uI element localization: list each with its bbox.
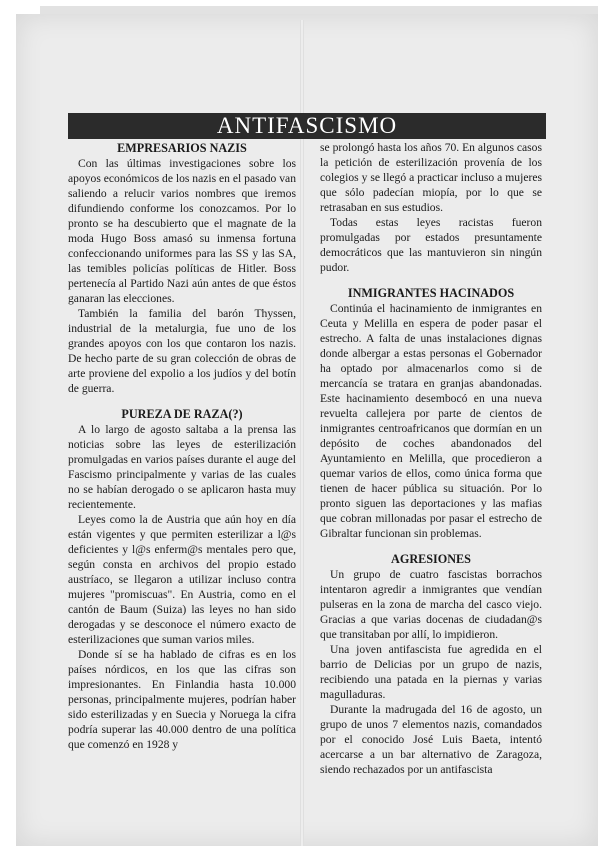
paragraph: También la familia del barón Thyssen, industrial de la metalurgia, fue uno de los grandes apoyos con los que contaron los nazis. De hecho parte de su gran colección de obras de arte proviene del expolio a los judíos y del botín de guerra. <box>68 307 296 395</box>
paragraph: Continúa el hacinamiento de inmigrantes en Ceuta y Melilla en espera de poder pasar el estrecho. A falta de unas instalaciones dignas donde albergar a estas personas el Gobernador ha optado por almacenarlos como si de mercancía se tratara en granjas abandonadas. Este hacinamiento desembocó en una nueva revuelta callejera por parte de cientos de inmigrantes centroafricanos que dormían en un depósito de coches abandonados del Ayuntamiento en Melilla, que procedieron a quemar varios de ellos, como única forma que tienen de hacer pública su situación. Por lo pronto siguen las deportaciones y las mafias que cobran millonadas por pasar el estrecho de Gibraltar funcionan sin problemas. <box>320 302 542 540</box>
section-heading-inmigrantes: INMIGRANTES HACINADOS <box>347 286 515 300</box>
section-heading-agresiones: AGRESIONES <box>391 552 471 566</box>
paragraph: Todas estas leyes racistas fueron promulgadas por estados presuntamente democráticos que las mantuvieron sin ningún pudor. <box>320 216 542 274</box>
left-column <box>68 140 296 752</box>
paragraph: A lo largo de agosto saltaba a la prensa las noticias sobre las leyes de esterilización promulgadas en varios países durante el auge del Fascismo principalmente y varias de las cuales no se habían derogado o se aplicaron hasta muy recientemente. <box>68 423 296 511</box>
paragraph: Leyes como la de Austria que aún hoy en día están vigentes y que permiten esterilizar a l@s deficientes y l@s enferm@s mentales pero que, según consta en archivos del propio estado austríaco, se llegaron a utilizar incluso contra mujeres "promiscuas". En Austria, como en el cantón de Baum (Suiza) las leyes no han sido derogadas y se desconoce el número exacto de esterilizaciones que suman varios miles. <box>68 513 296 646</box>
page-title: ANTIFASCISMO <box>216 113 398 138</box>
paragraph: Un grupo de cuatro fascistas borrachos intentaron agredir a inmigrantes que vendían pulseras en la zona de marcha del casco viejo. Gracias a que varias docenas de ciudadan@s que transitaban por allí, lo impidieron. <box>320 568 542 641</box>
right-column <box>320 140 542 777</box>
section-heading-pureza: PUREZA DE RAZA(?) <box>121 407 243 421</box>
paragraph: Con las últimas investigaciones sobre los apoyos económicos de los nazis en el pasado van saliendo a relucir varios nombres que iremos difundiendo conforme los conozcamos. Por lo pronto se ha descubierto que el magnate de la moda Hugo Boss amasó su inmensa fortuna confeccionando uniformes para las SS y las SA, las temibles policías políticas de Hitler. Boss pertenecía al Partido Nazi aún antes de que éstos ganaran las elecciones. <box>68 157 296 305</box>
title-banner <box>68 113 546 139</box>
paragraph: Una joven antifascista fue agredida en el barrio de Delicias por un grupo de nazis, recibiendo una patada en la piernas y varias magulladuras. <box>320 643 542 701</box>
page-fold <box>300 20 304 846</box>
paragraph: Donde sí se ha hablado de cifras es en los países nórdicos, en los que las cifras son impresionantes. En Finlandia hasta 10.000 personas, principalmente mujeres, podrían haber sido esterilizadas y en Suecia y Noruega la cifra podría superar las 40.000 dentro de una política que comenzó en 1928 y <box>68 648 296 751</box>
paragraph-continued: se prolongó hasta los años 70. En algunos casos la petición de esterilización provenía de los colegios y se llegó a practicar incluso a mujeres que sólo padecían miopía, por lo que se retrasaban en sus estudios. <box>320 141 542 214</box>
paragraph: Durante la madrugada del 16 de agosto, un grupo de unos 7 elementos nazis, comandados por el conocido José Luis Baeta, intentó acercarse a un bar alternativo de Zaragoza, siendo rechazados por un antifascista <box>320 703 542 776</box>
section-heading-empresarios: EMPRESARIOS NAZIS <box>117 141 247 155</box>
